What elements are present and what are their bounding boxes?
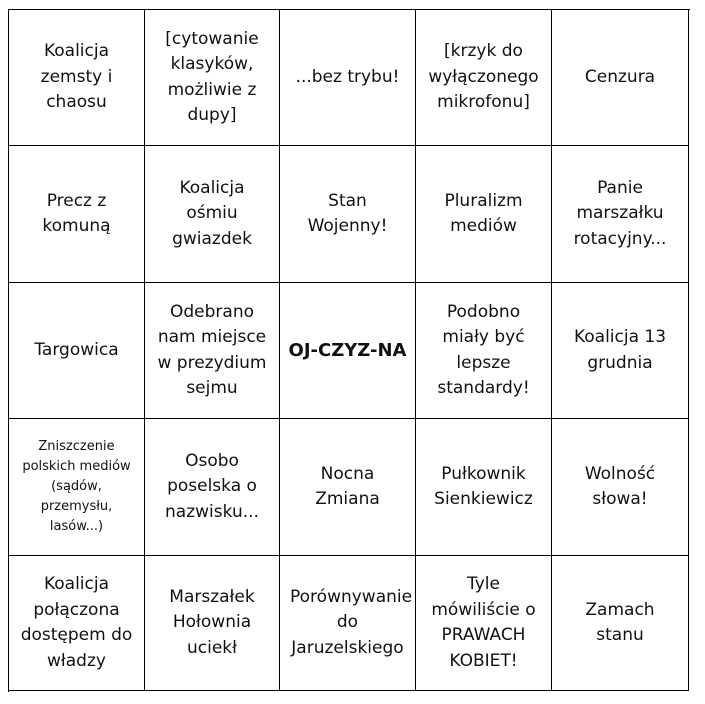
bingo-cell-r5c3[interactable]	[280, 556, 416, 691]
bingo-cell-text: ...bez trybu!	[295, 66, 400, 87]
bingo-cell-text: [krzyk do wyłączonego mikrofonu]	[428, 41, 539, 113]
bingo-cell-r4c2[interactable]	[145, 419, 280, 556]
bingo-cell-text: Pułkownik Sienkiewicz	[434, 463, 533, 509]
bingo-free-center-cell[interactable]	[280, 283, 416, 419]
bingo-cell-text: Koalicja 13 grudnia	[573, 327, 667, 373]
bingo-cell-text: Koalicja zemsty i chaosu	[40, 41, 113, 113]
bingo-cell-r3c1[interactable]	[9, 283, 145, 419]
bingo-cell-text: OJ-CZYZ-NA	[288, 339, 407, 361]
bingo-cell-r5c2[interactable]	[145, 556, 280, 691]
bingo-cell-text: Nocna Zmiana	[315, 463, 380, 509]
bingo-cell-text: Marszałek Hołownia uciekł	[169, 586, 255, 658]
bingo-cell-r2c3[interactable]	[280, 146, 416, 283]
bingo-cell-text: Wolność słowa!	[584, 463, 656, 509]
bingo-board	[8, 9, 690, 692]
bingo-cell-r5c1[interactable]	[9, 556, 145, 691]
bingo-cell-text: Osobo poselska o nazwisku...	[165, 450, 259, 522]
bingo-cell-r4c3[interactable]	[280, 419, 416, 556]
bingo-cell-r1c3[interactable]	[280, 10, 416, 146]
bingo-cell-text: Targowica	[34, 339, 119, 360]
bingo-cell-r1c5[interactable]	[552, 10, 689, 146]
bingo-cell-text: Odebrano nam miejsce w prezydium sejmu	[157, 301, 267, 398]
bingo-cell-text: Zniszczenie polskich mediów (sądów, przemysłu, lasów...)	[22, 439, 131, 534]
bingo-cell-r4c4[interactable]	[416, 419, 552, 556]
bingo-cell-r2c1[interactable]	[9, 146, 145, 283]
bingo-cell-text: Zamach stanu	[585, 599, 655, 645]
bingo-cell-text: [cytowanie klasyków, możliwie z dupy]	[165, 28, 259, 125]
bingo-cell-text: Stan Wojenny!	[307, 190, 388, 236]
bingo-cell-text: Koalicja ośmiu gwiazdek	[172, 177, 252, 249]
bingo-cell-text: Podobno miały być lepsze standardy!	[437, 301, 530, 398]
bingo-cell-r4c1[interactable]	[9, 419, 145, 556]
bingo-cell-r2c4[interactable]	[416, 146, 552, 283]
bingo-cell-r1c4[interactable]	[416, 10, 552, 146]
bingo-cell-text: Pluralizm mediów	[444, 190, 523, 236]
bingo-cell-r3c4[interactable]	[416, 283, 552, 419]
bingo-cell-r5c5[interactable]	[552, 556, 689, 691]
bingo-cell-r5c4[interactable]	[416, 556, 552, 691]
bingo-cell-text: Tyle mówiliście o PRAWACH KOBIET!	[431, 574, 536, 671]
bingo-cell-r1c1[interactable]	[9, 10, 145, 146]
bingo-cell-text: Cenzura	[584, 66, 656, 87]
bingo-cell-text: Porównywanie do Jaruzelskiego	[290, 586, 413, 658]
bingo-cell-r1c2[interactable]	[145, 10, 280, 146]
bingo-cell-r2c5[interactable]	[552, 146, 689, 283]
bingo-cell-text: Panie marszałku rotacyjny...	[573, 177, 667, 249]
bingo-cell-text: Koalicja połączona dostępem do władzy	[20, 574, 133, 671]
bingo-cell-r3c2[interactable]	[145, 283, 280, 419]
bingo-cell-r3c5[interactable]	[552, 283, 689, 419]
bingo-cell-text: Precz z komuną	[42, 190, 111, 236]
bingo-cell-r4c5[interactable]	[552, 419, 689, 556]
bingo-cell-r2c2[interactable]	[145, 146, 280, 283]
